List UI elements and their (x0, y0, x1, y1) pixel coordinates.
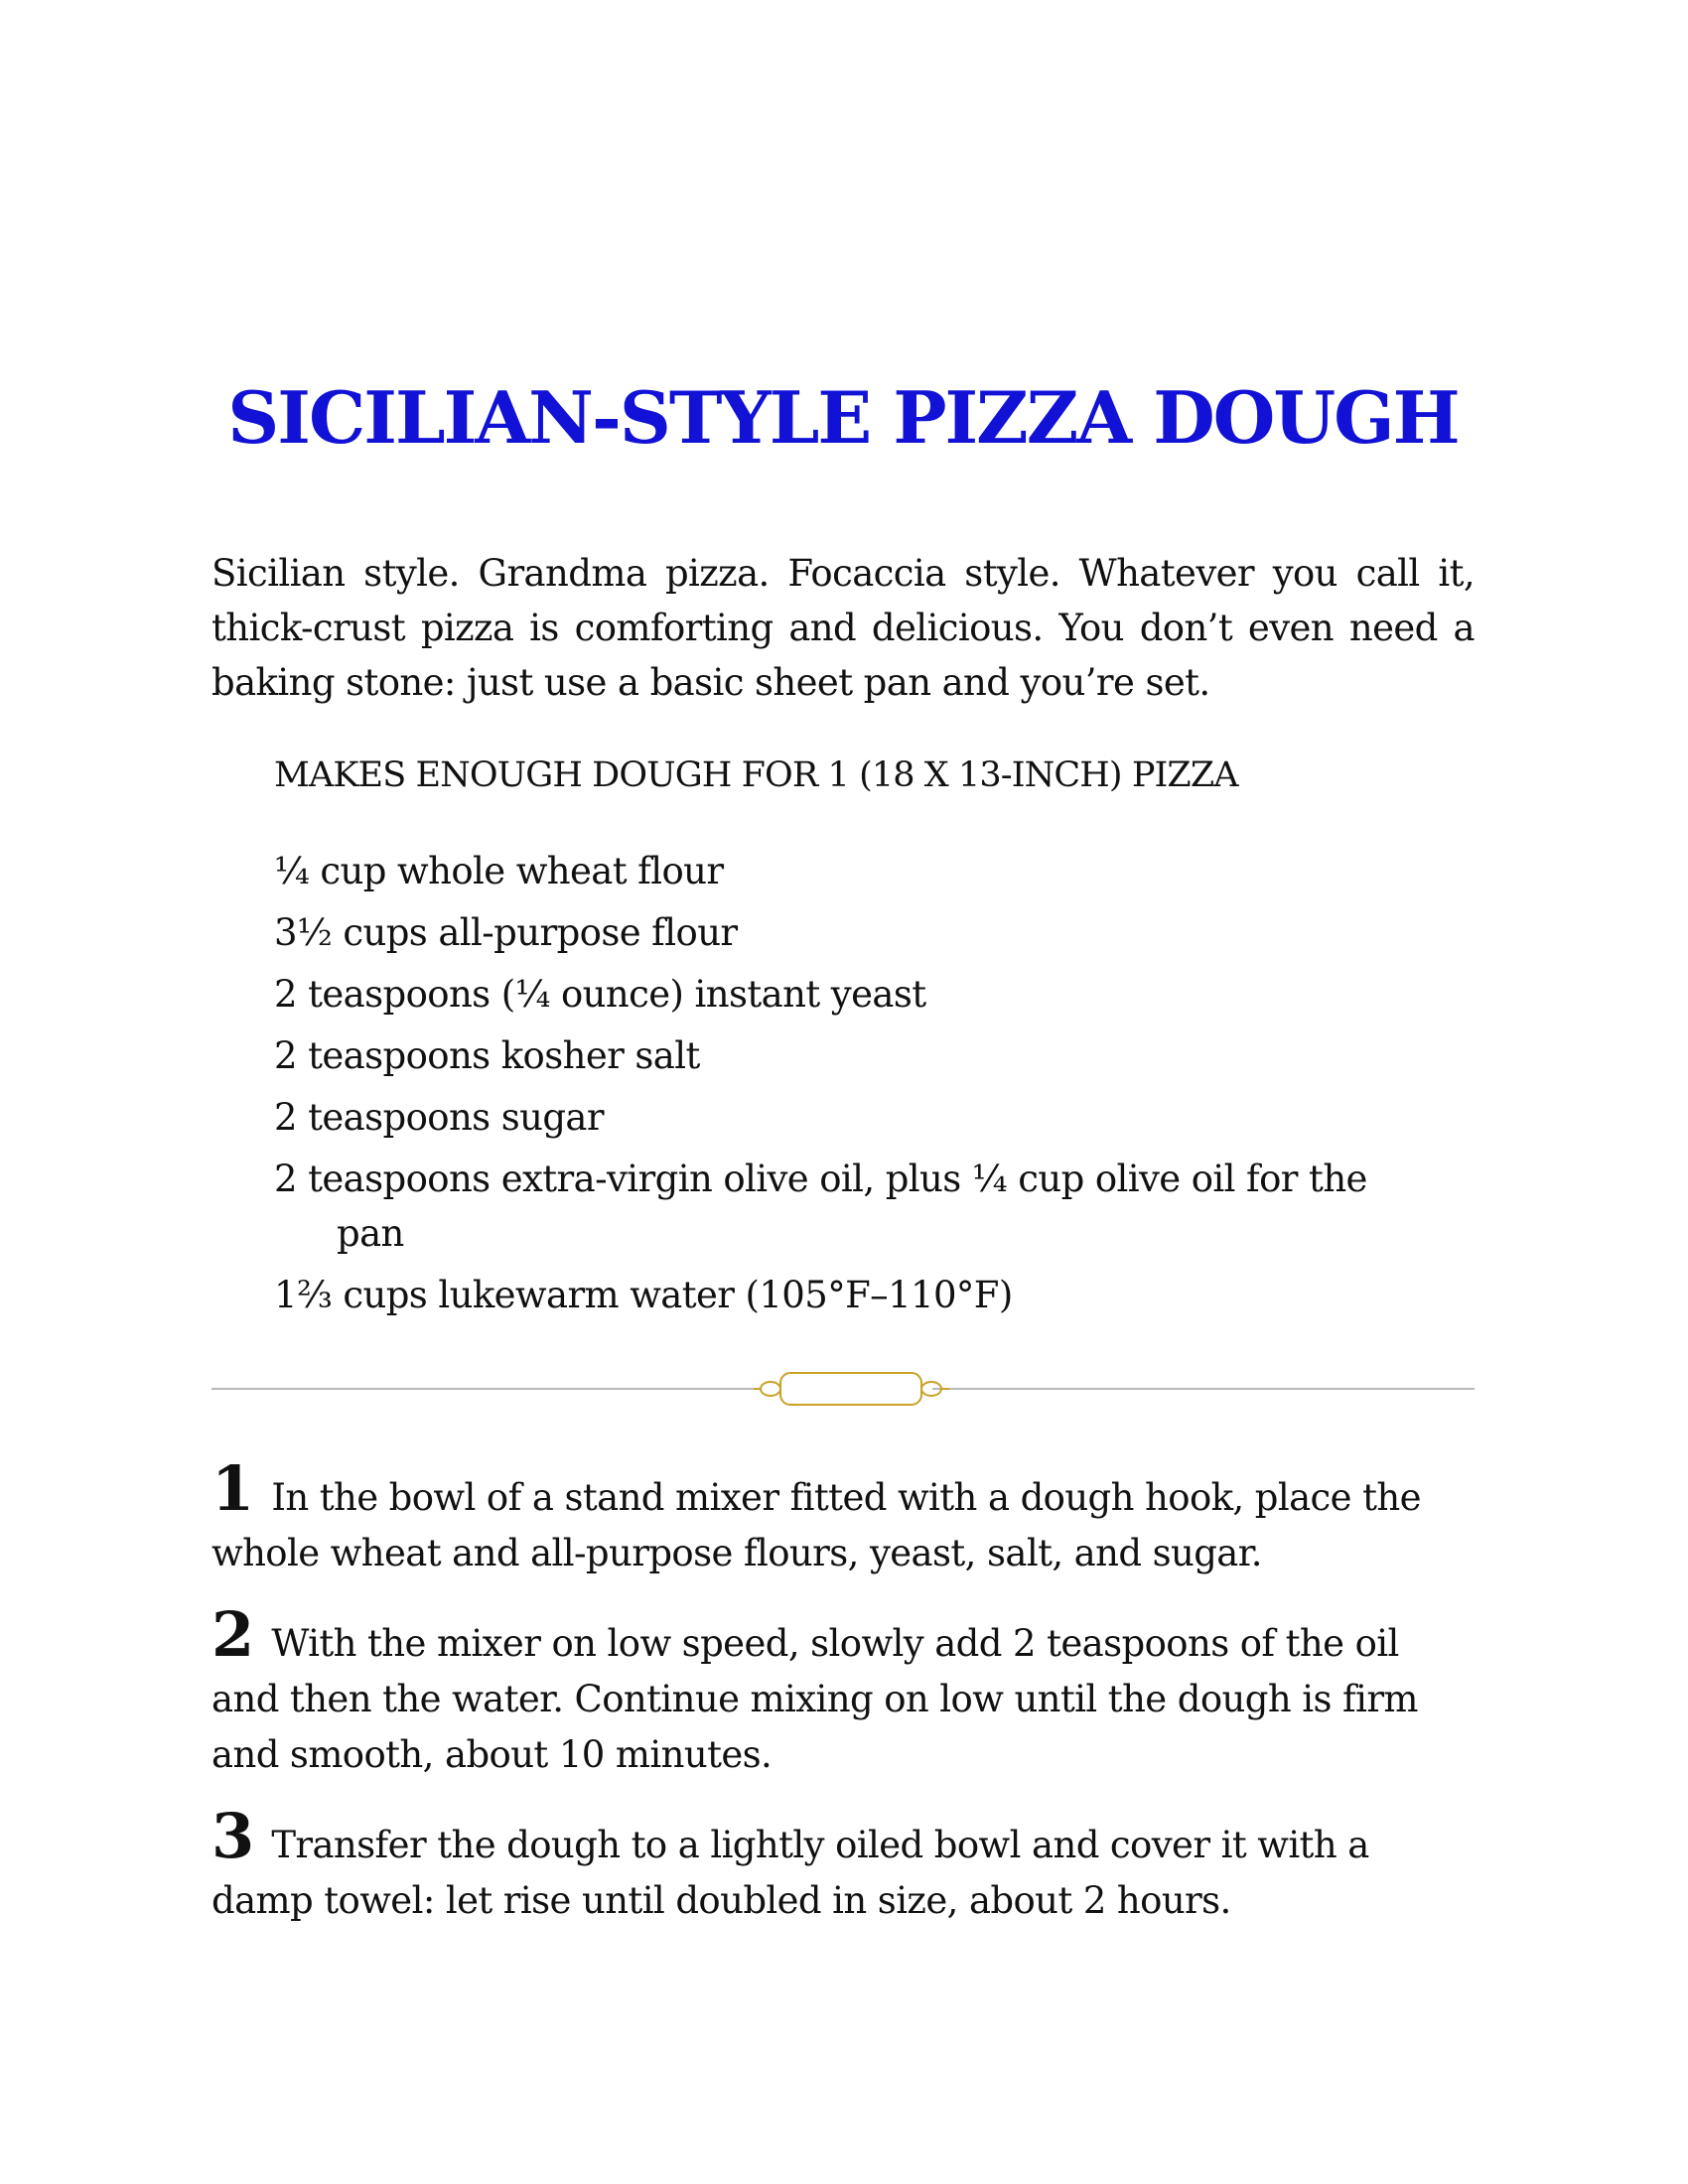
recipe-intro: Sicilian style. Grandma pizza. Focaccia style. Whatever you call it, thick-crust pizza is comforting and delicious. You don’t even need a baking stone: just use a basic sheet pan and you’re set. (211, 552, 1475, 704)
ingredient-item: 2 teaspoons kosher salt (274, 1034, 700, 1077)
recipe-title: SICILIAN-STYLE PIZZA DOUGH (227, 375, 1459, 460)
step-text: Transfer the dough to a lightly oiled bowl and cover it with a damp towel: let rise until doubled in size, about 2 hours. (211, 1824, 1369, 1922)
ingredient-item: ¼ cup whole wheat flour (274, 850, 724, 892)
recipe-yield: MAKES ENOUGH DOUGH FOR 1 (18 X 13-INCH) PIZZA (274, 755, 1238, 795)
ingredient-item: 3½ cups all-purpose flour (274, 911, 738, 954)
step-number: 2 (211, 1598, 255, 1671)
section-divider (211, 1368, 1475, 1410)
ingredient-list (274, 844, 1416, 1329)
rolling-pin-icon (754, 1373, 949, 1405)
ingredient-item: 2 teaspoons (¼ ounce) instant yeast (274, 973, 926, 1016)
step-item (211, 1800, 1475, 1929)
step-text: In the bowl of a stand mixer fitted with a dough hook, place the whole wheat and all-purpose flours, yeast, salt, and sugar. (211, 1476, 1421, 1574)
step-item (211, 1452, 1475, 1581)
ingredient-item: 2 teaspoons sugar (274, 1096, 604, 1139)
step-list (211, 1452, 1475, 1963)
step-number: 1 (211, 1452, 255, 1525)
step-number: 3 (211, 1800, 255, 1872)
step-text: With the mixer on low speed, slowly add 2 teaspoons of the oil and then the water. Continue mixing on low until the dough is firm and smooth, about 10 minutes. (211, 1622, 1418, 1776)
ingredient-item: 2 teaspoons extra-virgin olive oil, plus ¼ cup olive oil for the pan (274, 1158, 1367, 1255)
step-item (211, 1598, 1475, 1783)
ingredient-item: 1⅔ cups lukewarm water (105°F–110°F) (274, 1274, 1013, 1316)
